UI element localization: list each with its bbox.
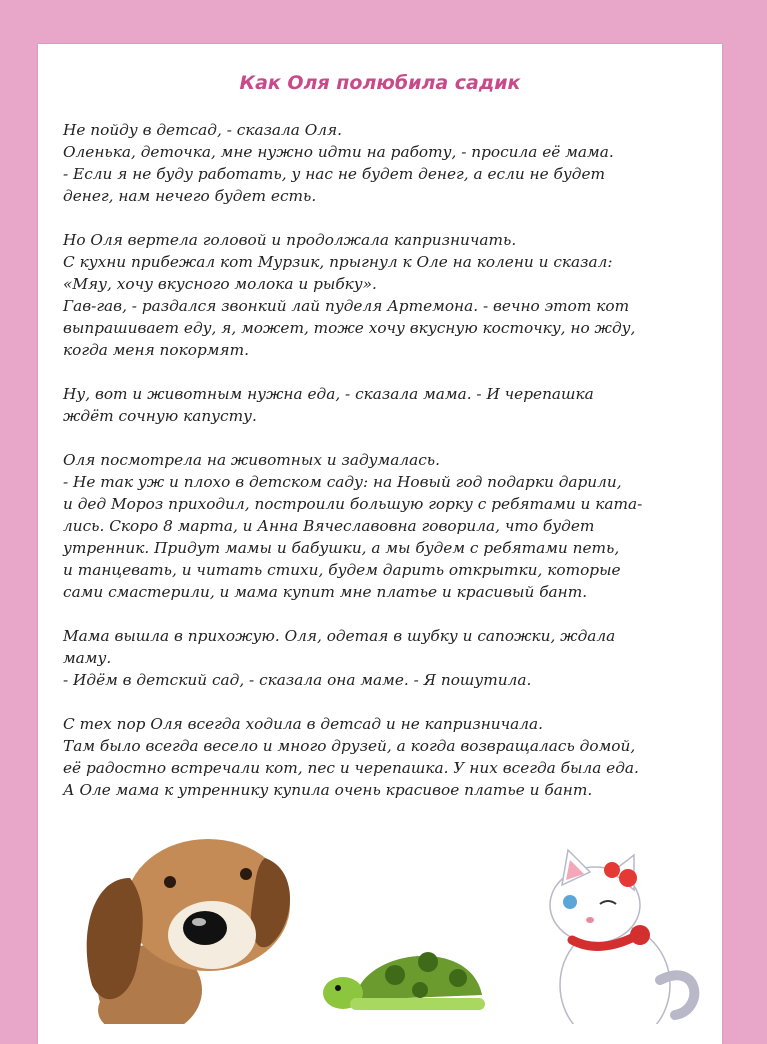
story-line: лись. Скоро 8 марта, и Анна Вячеславовна говорила, что будет	[63, 517, 595, 535]
story-paragraph	[63, 229, 713, 361]
story-line: - Если я не буду работать, у нас не будет денег, а если не будет	[63, 165, 606, 183]
document-page	[38, 44, 722, 1044]
story-line: А Оле мама к утреннику купила очень красивое платье и бант.	[63, 781, 593, 799]
story-line: Оля посмотрела на животных и задумалась.	[63, 451, 440, 469]
story-line: Там было всегда весело и много друзей, а когда возвращалась домой,	[63, 737, 636, 755]
story-paragraph	[63, 625, 713, 691]
story-line: Но Оля вертела головой и продолжала капризничать.	[63, 231, 517, 249]
story-line: ждёт сочную капусту.	[63, 407, 257, 425]
story-line: когда меня покормят.	[63, 341, 249, 359]
story-line: Ну, вот и животным нужна еда, - сказала мама. - И черепашка	[63, 385, 594, 403]
story-line: С тех пор Оля всегда ходила в детсад и не капризничала.	[63, 715, 543, 733]
story-line: С кухни прибежал кот Мурзик, прыгнул к Оле на колени и сказал:	[63, 253, 613, 271]
story-paragraph	[63, 449, 713, 603]
story-line: и танцевать, и читать стихи, будем дарить открытки, которые	[63, 561, 621, 579]
story-line: - Идём в детский сад, - сказала она маме. - Я пошутила.	[63, 671, 532, 689]
story-line: денег, нам нечего будет есть.	[63, 187, 317, 205]
story-line: Оленька, деточка, мне нужно идти на работу, - просила её мама.	[63, 143, 614, 161]
story-line: - Не так уж и плохо в детском саду: на Новый год подарки дарили,	[63, 473, 622, 491]
story-line: сами смастерили, и мама купит мне платье и красивый бант.	[63, 583, 588, 601]
story-paragraph	[63, 119, 713, 207]
story-line: утренник. Придут мамы и бабушки, а мы будем с ребятами петь,	[63, 539, 620, 557]
story-paragraph	[63, 713, 713, 801]
story-line: и дед Мороз приходил, построили большую горку с ребятами и ката-	[63, 495, 643, 513]
story-text	[63, 119, 713, 823]
story-line: маму.	[63, 649, 112, 667]
story-line: её радостно встречали кот, пес и черепашка. У них всегда была еда.	[63, 759, 639, 777]
story-line: «Мяу, хочу вкусного молока и рыбку».	[63, 275, 377, 293]
story-paragraph	[63, 383, 713, 427]
story-line: Мама вышла в прихожую. Оля, одетая в шубку и сапожки, ждала	[63, 627, 616, 645]
document-title: Как Оля полюбила садик	[239, 72, 521, 94]
story-line: выпрашивает еду, я, может, тоже хочу вкусную косточку, но жду,	[63, 319, 636, 337]
story-line: Не пойду в детсад, - сказала Оля.	[63, 121, 343, 139]
story-line: Гав-гав, - раздался звонкий лай пуделя Артемона. - вечно этот кот	[63, 297, 630, 315]
